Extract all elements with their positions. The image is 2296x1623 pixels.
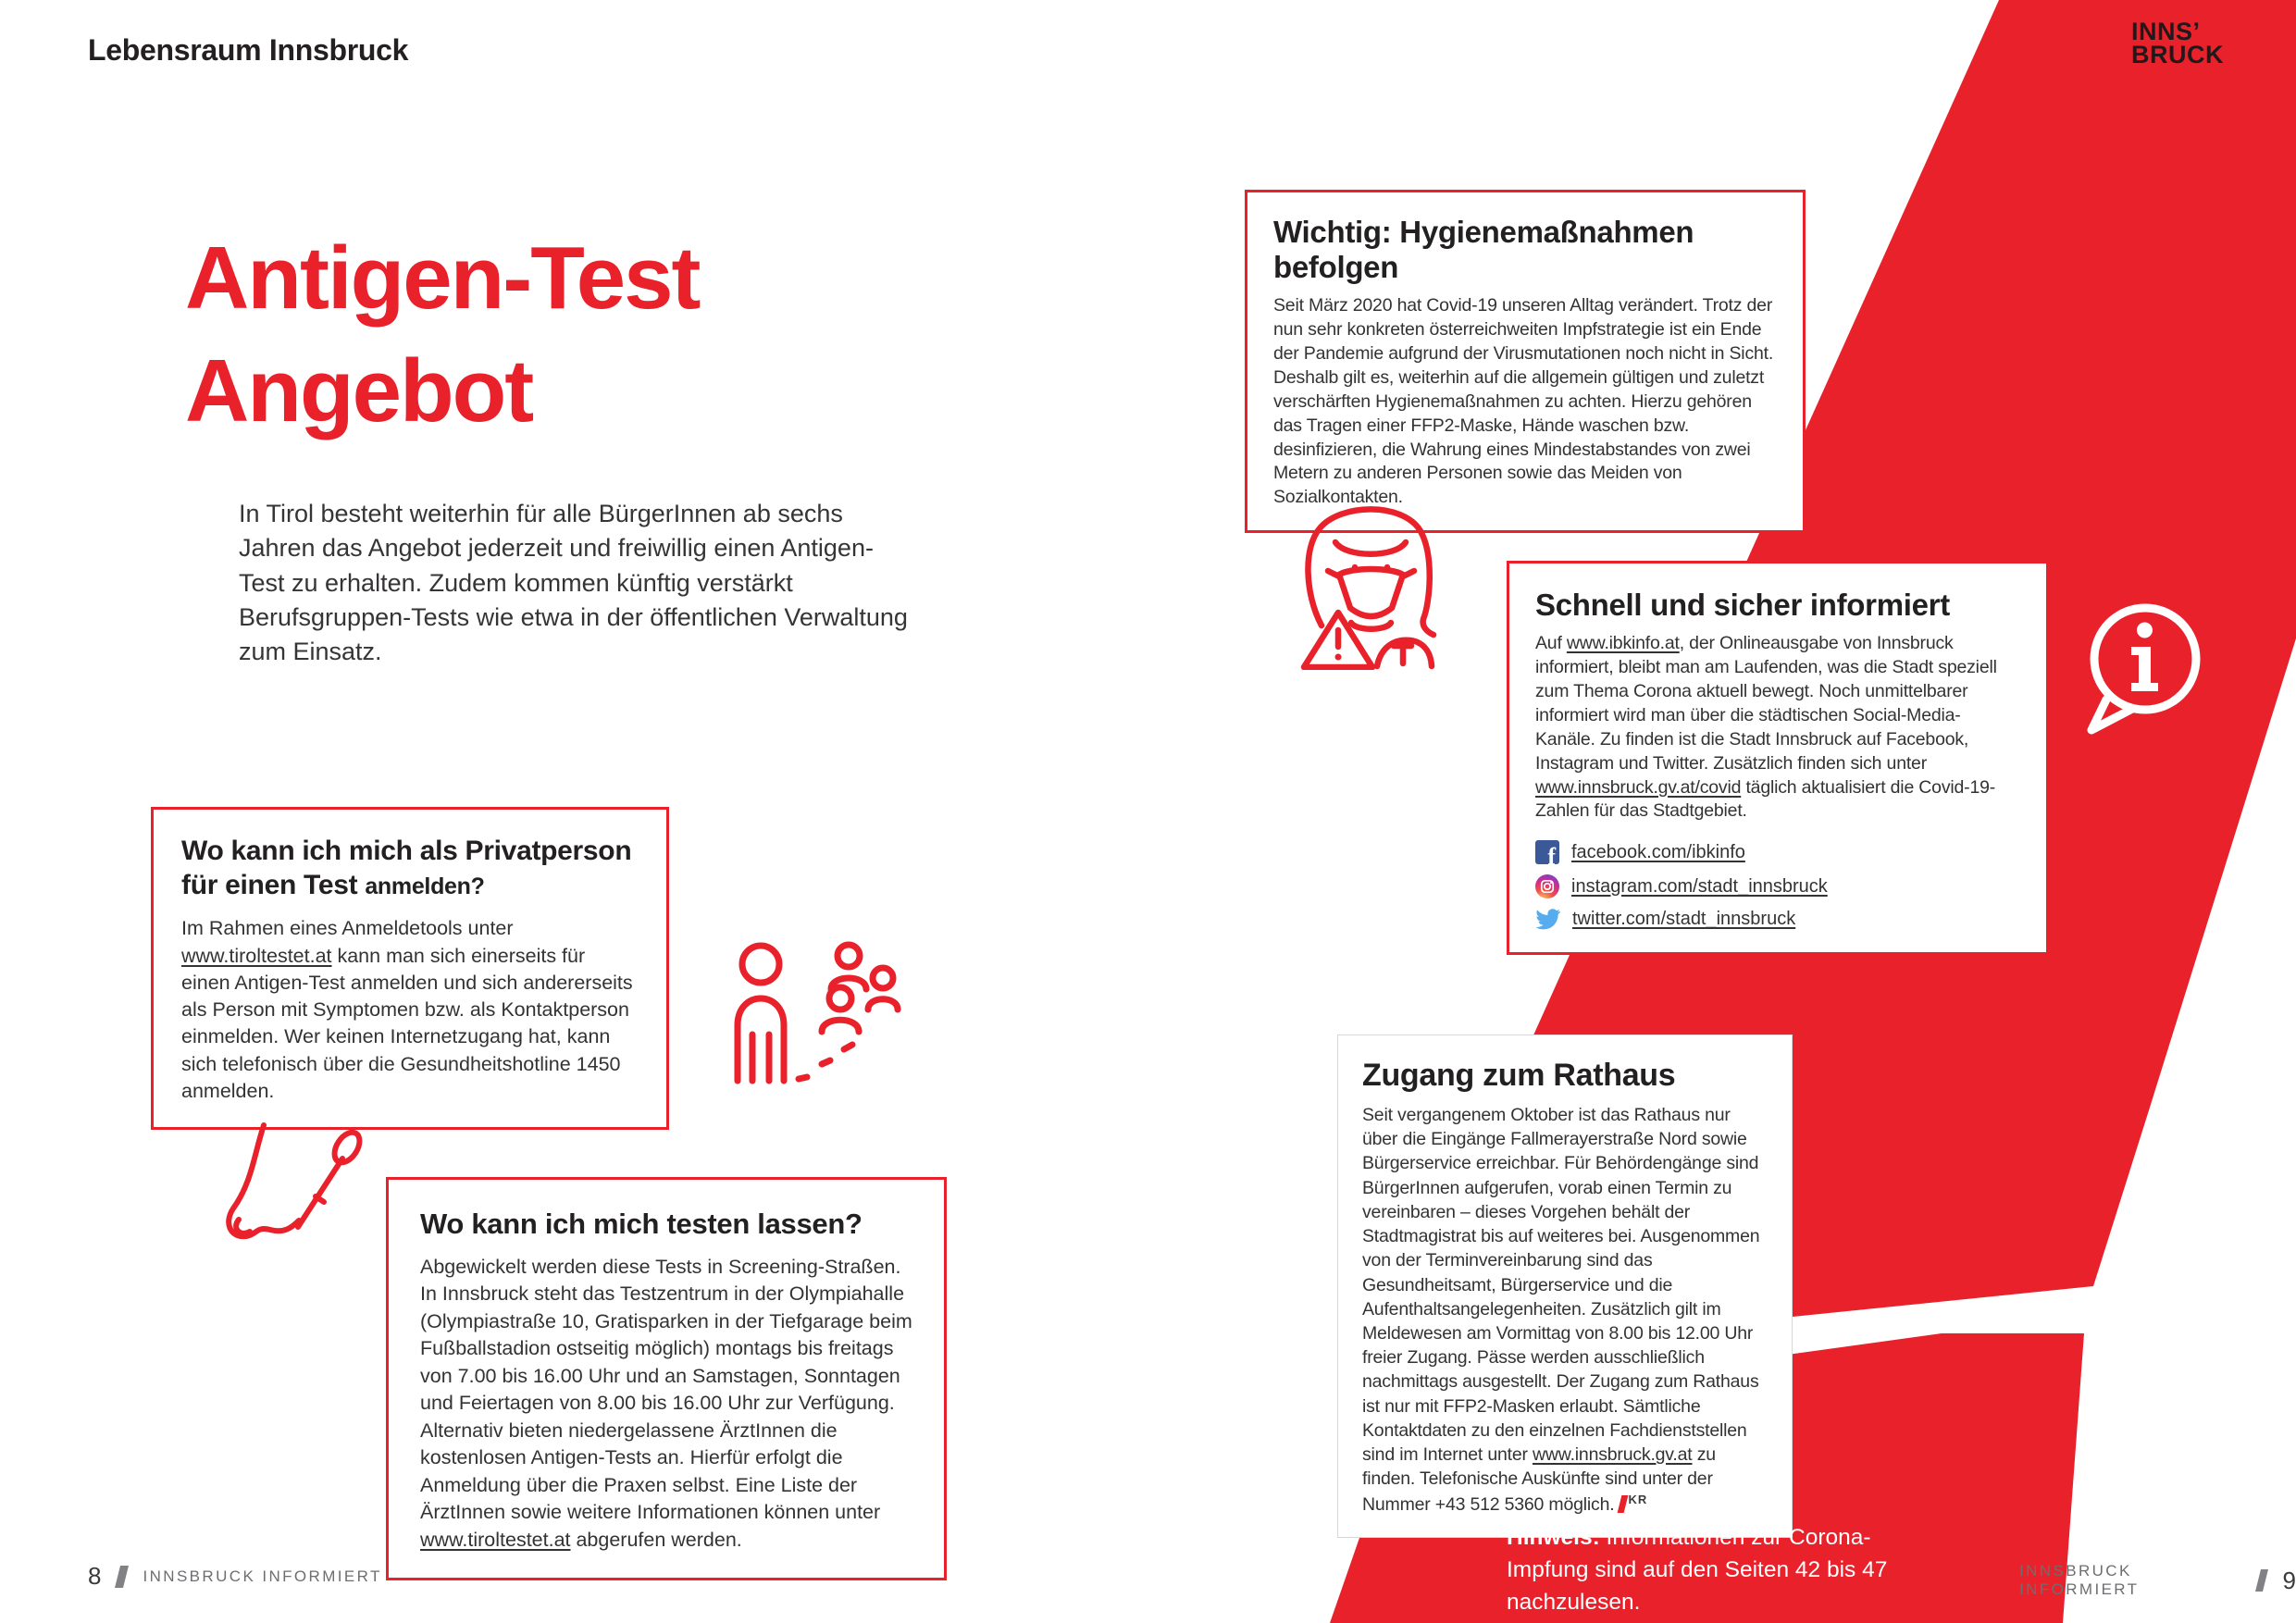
box-test-anmelden [151, 807, 669, 1130]
logo-line2: BRUCK [2131, 41, 2224, 68]
instagram-row[interactable] [1535, 874, 2020, 898]
page-title-line1: Antigen-Test [185, 229, 700, 328]
box-test-anmelden-body [181, 915, 639, 1105]
page-number-left: 8 [88, 1562, 102, 1590]
body-text: täglich aktualisiert die Covid-19-Zahlen für das Stadtgebiet. [1535, 776, 1996, 822]
hinweis-label: Hinweis: [1507, 1525, 1600, 1550]
magazine-name: INNSBRUCK INFORMIERT [2019, 1562, 2140, 1598]
footer-right [2019, 1562, 2296, 1599]
social-links [1535, 840, 2020, 930]
box-rathaus [1337, 1035, 1793, 1538]
box-rathaus-title: Zugang zum Rathaus [1362, 1058, 1676, 1093]
instagram-icon [1535, 874, 1559, 898]
box-title-main: Wo kann ich mich als Privatperson für einen Test [181, 836, 632, 901]
box-informiert [1507, 561, 2049, 955]
body-text: Im Rahmen eines Anmeldetools unter [181, 917, 514, 940]
covid-page-link[interactable]: www.innsbruck.gv.at/covid [1535, 776, 1742, 798]
magazine-name: INNSBRUCK INFORMIERT [143, 1567, 382, 1585]
intro-paragraph: In Tirol besteht weiterhin für alle BürgerInnen ab sechs Jahren das Angebot jederzeit und freiwillig einen Antigen-Test zu erhalten. Zudem kommen künftig verstärkt Berufsgruppen-Tests wie etwa in der öffentlichen Verwaltung zum Einsatz. [239, 500, 908, 665]
box-hygiene [1245, 190, 1806, 533]
twitter-icon [1535, 909, 1560, 930]
footer-slash-icon [2255, 1569, 2268, 1592]
box-testen-lassen-body [420, 1254, 912, 1554]
innsbruck-gv-link[interactable]: www.innsbruck.gv.at [1533, 1444, 1693, 1466]
hinweis-text: Informationen zur Corona-Impfung sind auf den Seiten 42 bis 47 nachzulesen. [1507, 1525, 1888, 1615]
innsbruck-logo [2131, 20, 2224, 67]
ibkinfo-link[interactable]: www.ibkinfo.at [1566, 633, 1680, 653]
section-header: Lebensraum Innsbruck [88, 33, 409, 67]
facebook-icon [1535, 840, 1559, 864]
body-text: Abgewickelt werden diese Tests in Screening-Straßen. In Innsbruck steht das Testzentrum in der Olympiahalle (Olympiastraße 10, Gratisparken in der Tiefgarage beim Fußballstadion ostseitig möglich) montags bis freitags von 7.00 bis 16.00 Uhr und an Samstagen, Sonntagen und Feiertagen von 8.00 bis 16.00 Uhr zur Verfügung. Alternativ bieten niedergelassene ÄrztInnen die kostenlosen Antigen-Tests an. Hierfür erfolgt die Anmeldung über die Praxen selbst. Eine Liste der ÄrztInnen sowie weitere Informationen können unter [420, 1256, 912, 1524]
instagram-link[interactable]: instagram.com/stadt_innsbruck [1571, 875, 1828, 897]
tiroltestet-link[interactable]: www.tiroltestet.at [420, 1528, 571, 1551]
box-hygiene-body: Seit März 2020 hat Covid-19 unseren Alltag verändert. Trotz der nun sehr konkreten österreichweiten Impfstrategie ist ein Ende der Pandemie aufgrund der Virusmutationen noch nicht in Sicht. Deshalb gilt es, weiterhin auf die allgemein gültigen und zuletzt verschärften Hygienemaßnahmen zu achten. Hierzu gehören das Tragen einer FFP2-Maske, Hände waschen bzw. desinfizieren, die Wahrung eines Mindestabstandes von zwei Metern zu anderen Personen sowie das Meiden von Sozialkontakten. [1273, 295, 1774, 508]
page-title-line2: Angebot [185, 341, 533, 440]
box-title-suffix: anmelden? [365, 873, 485, 900]
body-text: zu finden. Telefonische Auskünfte sind unter der Nummer +43 512 5360 möglich. [1362, 1444, 1716, 1515]
footer-left [88, 1562, 382, 1591]
nasal-swab-icon [205, 1109, 363, 1266]
footer-slash-icon [115, 1566, 129, 1588]
page-title [185, 222, 700, 448]
page-number-right: 9 [2282, 1566, 2296, 1594]
facebook-link[interactable]: facebook.com/ibkinfo [1571, 841, 1745, 862]
box-informiert-title: Schnell und sicher informiert [1535, 588, 1950, 622]
box-testen-lassen-title: Wo kann ich mich testen lassen? [420, 1208, 863, 1240]
social-distance-people-icon [708, 933, 902, 1095]
box-test-anmelden-title [181, 834, 639, 902]
body-text: Seit vergangenem Oktober ist das Rathaus nur über die Eingänge Fallmerayerstraße Nord sowie Bürgerservice erreichbar. Für Behördengänge sind BürgerInnen aufgerufen, vorab einen Termin zu vereinbaren – dieses Vorgehen behält der Stadtmagistrat bis auf weiteres bei. Ausgenommen von der Terminvereinbarung sind das Gesundheitsamt, Bürgerservice und die Aufenthaltsangelegenheiten. Zusätzlich gilt im Meldewesen am Vormittag von 8.00 bis 12.00 Uhr freier Zugang. Pässe werden ausschließlich nachmittags ausgestellt. Der Zugang zum Rathaus ist nur mit FFP2-Masken erlaubt. Sämtliche Kontaktdaten zu den einzelnen Fachdienststellen sind im Internet unter [1362, 1105, 1760, 1466]
info-speech-bubble-icon [2069, 598, 2213, 737]
box-rathaus-body [1362, 1103, 1768, 1517]
box-hygiene-title: Wichtig: Hygienemaßnahmen befolgen [1273, 215, 1694, 284]
facebook-f-glyph: f [1547, 843, 1556, 865]
facebook-row[interactable] [1535, 840, 2020, 864]
body-text: Auf [1535, 633, 1567, 653]
body-text: abgerufen werden. [570, 1528, 742, 1551]
twitter-row[interactable] [1535, 909, 2020, 930]
body-text: , der Onlineausgabe von Innsbruck informiert, bleibt man am Laufenden, was die Stadt speziell zum Thema Corona aktuell bewegt. Noch unmittelbarer informiert wird man über die städtischen Social-Media-Kanäle. Zu finden ist die Stadt Innsbruck auf Facebook, Instagram und Twitter. Zusätzlich finden sich unter [1535, 633, 1997, 774]
body-text: kann man sich einerseits für einen Antigen-Test anmelden und sich andererseits als Person mit Symptomen bzw. als Kontaktperson einmelden. Wer keinen Internetzugang hat, kann sich telefonisch über die Gesundheitshotline 1450 anmelden. [181, 944, 633, 1102]
box-informiert-body [1535, 632, 2020, 824]
logo-line1: INNS’ [2131, 18, 2201, 45]
tiroltestet-link[interactable]: www.tiroltestet.at [181, 944, 332, 967]
hinweis-note [1507, 1522, 1906, 1618]
masked-woman-warning-icon [1285, 485, 1456, 670]
author-initials: KR [1628, 1492, 1648, 1506]
box-testen-lassen [386, 1177, 947, 1580]
twitter-link[interactable]: twitter.com/stadt_innsbruck [1572, 909, 1796, 930]
